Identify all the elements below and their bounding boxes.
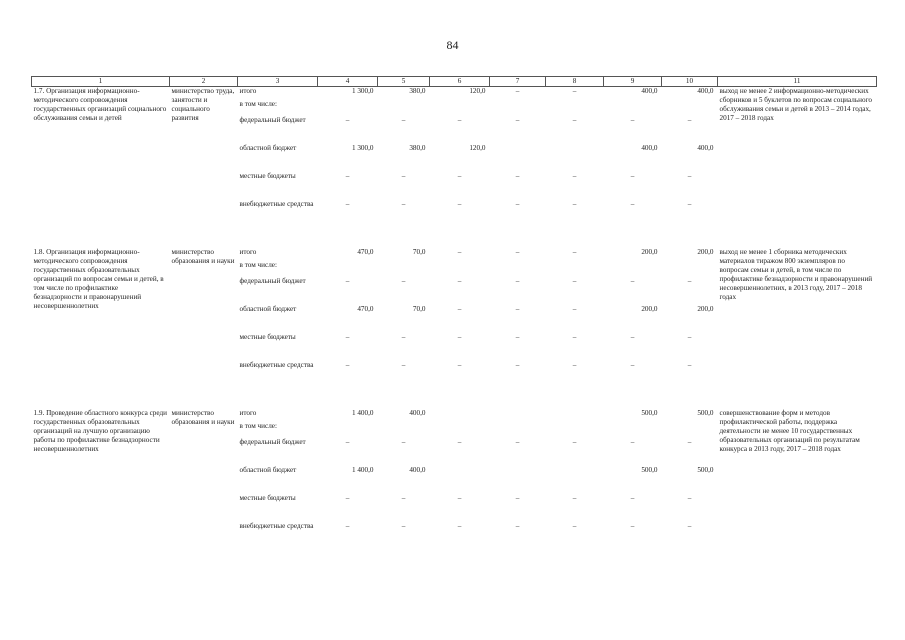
value-cell	[430, 466, 490, 494]
funding-source-label: федеральный бюджет	[239, 276, 306, 285]
value-cell: 380,0	[409, 87, 426, 95]
value-cell: –	[457, 360, 462, 369]
value-cell: –	[345, 437, 350, 446]
value-cell: –	[345, 521, 350, 530]
value-cell: –	[630, 521, 635, 530]
value-cell: –	[572, 304, 577, 313]
value-cell	[430, 422, 490, 438]
value-cell: 400,0	[641, 143, 658, 152]
value-cell: –	[572, 521, 577, 530]
value-cell: –	[401, 437, 406, 446]
value-cell: 500,0	[641, 408, 658, 417]
value-cell: –	[572, 437, 577, 446]
value-cell: –	[687, 360, 692, 369]
value-cell: –	[572, 493, 577, 502]
value-cell: –	[687, 437, 692, 446]
col-header-5: 5	[378, 77, 430, 87]
value-cell: –	[457, 247, 462, 256]
value-cell: –	[630, 437, 635, 446]
value-cell: 400,0	[409, 465, 426, 474]
value-cell: 200,0	[697, 247, 714, 256]
ministry-cell: министерство образования и науки	[171, 247, 235, 265]
activity-name-cell: 1.9. Проведение областного конкурса среди государственных образовательных организаций на лучшую организацию работы по профилактике безнадзорности несовершеннолетних	[33, 408, 168, 453]
value-cell: –	[345, 360, 350, 369]
value-cell	[490, 100, 546, 116]
value-cell	[378, 261, 430, 277]
value-cell: –	[687, 276, 692, 285]
col-header-9: 9	[604, 77, 662, 87]
section-spacer	[32, 228, 877, 248]
expected-result-cell: выход не менее 1 сборника методических материалов тиражом 800 экземпляров по вопросам семьи и детей, в том числе по профилактике безнадзорности и правонарушений несовершеннолетних, в 2013 году, 2017 – 2018 годах	[719, 247, 873, 301]
value-cell: –	[345, 493, 350, 502]
funding-source-label: федеральный бюджет	[239, 437, 306, 446]
page-number: 84	[446, 38, 459, 52]
col-header-7: 7	[490, 77, 546, 87]
value-cell	[662, 100, 718, 116]
value-cell: –	[572, 332, 577, 341]
value-cell: –	[687, 493, 692, 502]
value-cell: –	[515, 115, 520, 124]
value-cell: –	[572, 276, 577, 285]
value-cell: –	[687, 199, 692, 208]
section-spacer	[32, 389, 877, 409]
value-cell: 120,0	[469, 87, 486, 95]
value-cell	[318, 100, 378, 116]
value-cell: –	[515, 493, 520, 502]
ministry-cell: министерство труда, занятости и социального развития	[171, 87, 235, 122]
funding-source-label: внебюджетные средства	[239, 521, 314, 530]
expected-result-cell: выход не менее 2 информационно-методических сборников и 5 буклетов по вопросам социального обслуживания семьи и детей в 2013 – 2014 годах, 2017 – 2018 годах	[719, 87, 872, 122]
value-cell: –	[401, 115, 406, 124]
value-cell: –	[630, 199, 635, 208]
value-cell: –	[572, 171, 577, 180]
value-cell	[546, 466, 604, 494]
funding-source-label: в том числе:	[239, 260, 277, 269]
value-cell: 400,0	[697, 143, 714, 152]
value-cell: –	[457, 521, 462, 530]
program-table	[31, 76, 877, 550]
value-cell: 120,0	[469, 143, 486, 152]
ministry-cell: министерство образования и науки	[171, 408, 235, 426]
value-cell: 400,0	[641, 87, 658, 95]
value-cell: –	[457, 332, 462, 341]
col-header-2: 2	[170, 77, 238, 87]
funding-source-label: в том числе:	[239, 99, 277, 108]
value-cell: –	[401, 493, 406, 502]
value-cell	[662, 261, 718, 277]
col-header-4: 4	[318, 77, 378, 87]
value-cell: –	[572, 87, 577, 95]
value-cell: –	[515, 332, 520, 341]
value-cell: –	[572, 199, 577, 208]
value-cell: 70,0	[412, 247, 426, 256]
value-cell: –	[345, 332, 350, 341]
value-cell: –	[515, 437, 520, 446]
value-cell	[490, 409, 546, 422]
table-row	[32, 409, 877, 422]
col-header-10: 10	[662, 77, 718, 87]
funding-source-label: внебюджетные средства	[239, 199, 314, 208]
value-cell: –	[572, 360, 577, 369]
value-cell: 400,0	[409, 408, 426, 417]
value-cell	[490, 422, 546, 438]
value-cell: –	[457, 304, 462, 313]
value-cell: –	[687, 171, 692, 180]
value-cell	[318, 261, 378, 277]
value-cell: –	[515, 304, 520, 313]
value-cell: 1 300,0	[351, 87, 374, 95]
value-cell	[546, 100, 604, 116]
funding-source-label: местные бюджеты	[239, 332, 296, 341]
value-cell: –	[401, 276, 406, 285]
value-cell: 200,0	[641, 304, 658, 313]
col-header-8: 8	[546, 77, 604, 87]
funding-source-label: итого	[239, 87, 257, 95]
value-cell	[546, 144, 604, 172]
value-cell	[546, 422, 604, 438]
value-cell: –	[457, 115, 462, 124]
value-cell: 380,0	[409, 143, 426, 152]
value-cell: 500,0	[697, 465, 714, 474]
value-cell: –	[515, 87, 520, 95]
value-cell: 70,0	[412, 304, 426, 313]
value-cell: 1 400,0	[351, 408, 374, 417]
value-cell: –	[457, 493, 462, 502]
value-cell: –	[687, 521, 692, 530]
value-cell: –	[515, 171, 520, 180]
value-cell: 200,0	[641, 247, 658, 256]
value-cell: –	[515, 276, 520, 285]
header-row	[32, 77, 877, 87]
value-cell	[490, 144, 546, 172]
value-cell: –	[687, 115, 692, 124]
value-cell: –	[401, 360, 406, 369]
value-cell: –	[572, 115, 577, 124]
funding-source-label: областной бюджет	[239, 304, 297, 313]
value-cell	[490, 466, 546, 494]
value-cell: 200,0	[697, 304, 714, 313]
activity-name-cell: 1.7. Организация информационно-методического сопровождения государственных организаций социального обслуживания семьи и детей	[33, 87, 167, 122]
funding-source-label: итого	[239, 408, 257, 417]
value-cell: –	[457, 276, 462, 285]
value-cell: –	[515, 247, 520, 256]
value-cell	[430, 409, 490, 422]
value-cell: –	[515, 199, 520, 208]
funding-source-label: итого	[239, 247, 257, 256]
value-cell	[546, 261, 604, 277]
value-cell	[490, 261, 546, 277]
value-cell: –	[457, 199, 462, 208]
value-cell: –	[630, 171, 635, 180]
table-row	[32, 248, 877, 261]
funding-source-label: федеральный бюджет	[239, 115, 306, 124]
value-cell: –	[630, 332, 635, 341]
value-cell: –	[345, 115, 350, 124]
value-cell: –	[401, 521, 406, 530]
value-cell: 400,0	[697, 87, 714, 95]
value-cell: –	[345, 199, 350, 208]
value-cell: –	[457, 171, 462, 180]
value-cell: –	[345, 171, 350, 180]
value-cell: 470,0	[357, 247, 374, 256]
value-cell: –	[687, 332, 692, 341]
funding-source-label: областной бюджет	[239, 143, 297, 152]
value-cell	[604, 100, 662, 116]
value-cell	[430, 100, 490, 116]
value-cell: –	[345, 276, 350, 285]
expected-result-cell: совершенствование форм и методов профилактической работы, поддержка деятельности не менее 10 государственных образовательных организаций по результатам конкурса в 2013 году, 2017 – 2018 годах	[719, 408, 860, 453]
funding-source-label: в том числе:	[239, 421, 277, 430]
funding-source-label: местные бюджеты	[239, 493, 296, 502]
value-cell: –	[630, 360, 635, 369]
value-cell: 470,0	[357, 304, 374, 313]
value-cell	[430, 261, 490, 277]
value-cell	[318, 422, 378, 438]
value-cell: –	[457, 437, 462, 446]
value-cell	[546, 409, 604, 422]
col-header-3: 3	[238, 77, 318, 87]
value-cell: –	[515, 521, 520, 530]
value-cell: –	[630, 493, 635, 502]
value-cell: –	[401, 171, 406, 180]
value-cell: 500,0	[697, 408, 714, 417]
value-cell: –	[630, 115, 635, 124]
value-cell: –	[401, 199, 406, 208]
value-cell: 1 300,0	[351, 143, 374, 152]
value-cell	[378, 100, 430, 116]
value-cell: –	[401, 332, 406, 341]
col-header-1: 1	[32, 77, 170, 87]
value-cell	[604, 422, 662, 438]
value-cell	[378, 422, 430, 438]
value-cell	[604, 261, 662, 277]
value-cell: –	[515, 360, 520, 369]
table-row	[32, 87, 877, 100]
value-cell	[662, 422, 718, 438]
value-cell: 500,0	[641, 465, 658, 474]
value-cell: –	[630, 276, 635, 285]
col-header-11: 11	[718, 77, 877, 87]
funding-source-label: внебюджетные средства	[239, 360, 314, 369]
funding-source-label: местные бюджеты	[239, 171, 296, 180]
col-header-6: 6	[430, 77, 490, 87]
activity-name-cell: 1.8. Организация информационно-методического сопровождения государственных образовательных организаций по вопросам семьи и детей, в том числе по профилактике безнадзорности и правонарушений несовершеннолетних	[33, 247, 164, 310]
funding-source-label: областной бюджет	[239, 465, 297, 474]
value-cell: –	[572, 247, 577, 256]
value-cell: 1 400,0	[351, 465, 374, 474]
